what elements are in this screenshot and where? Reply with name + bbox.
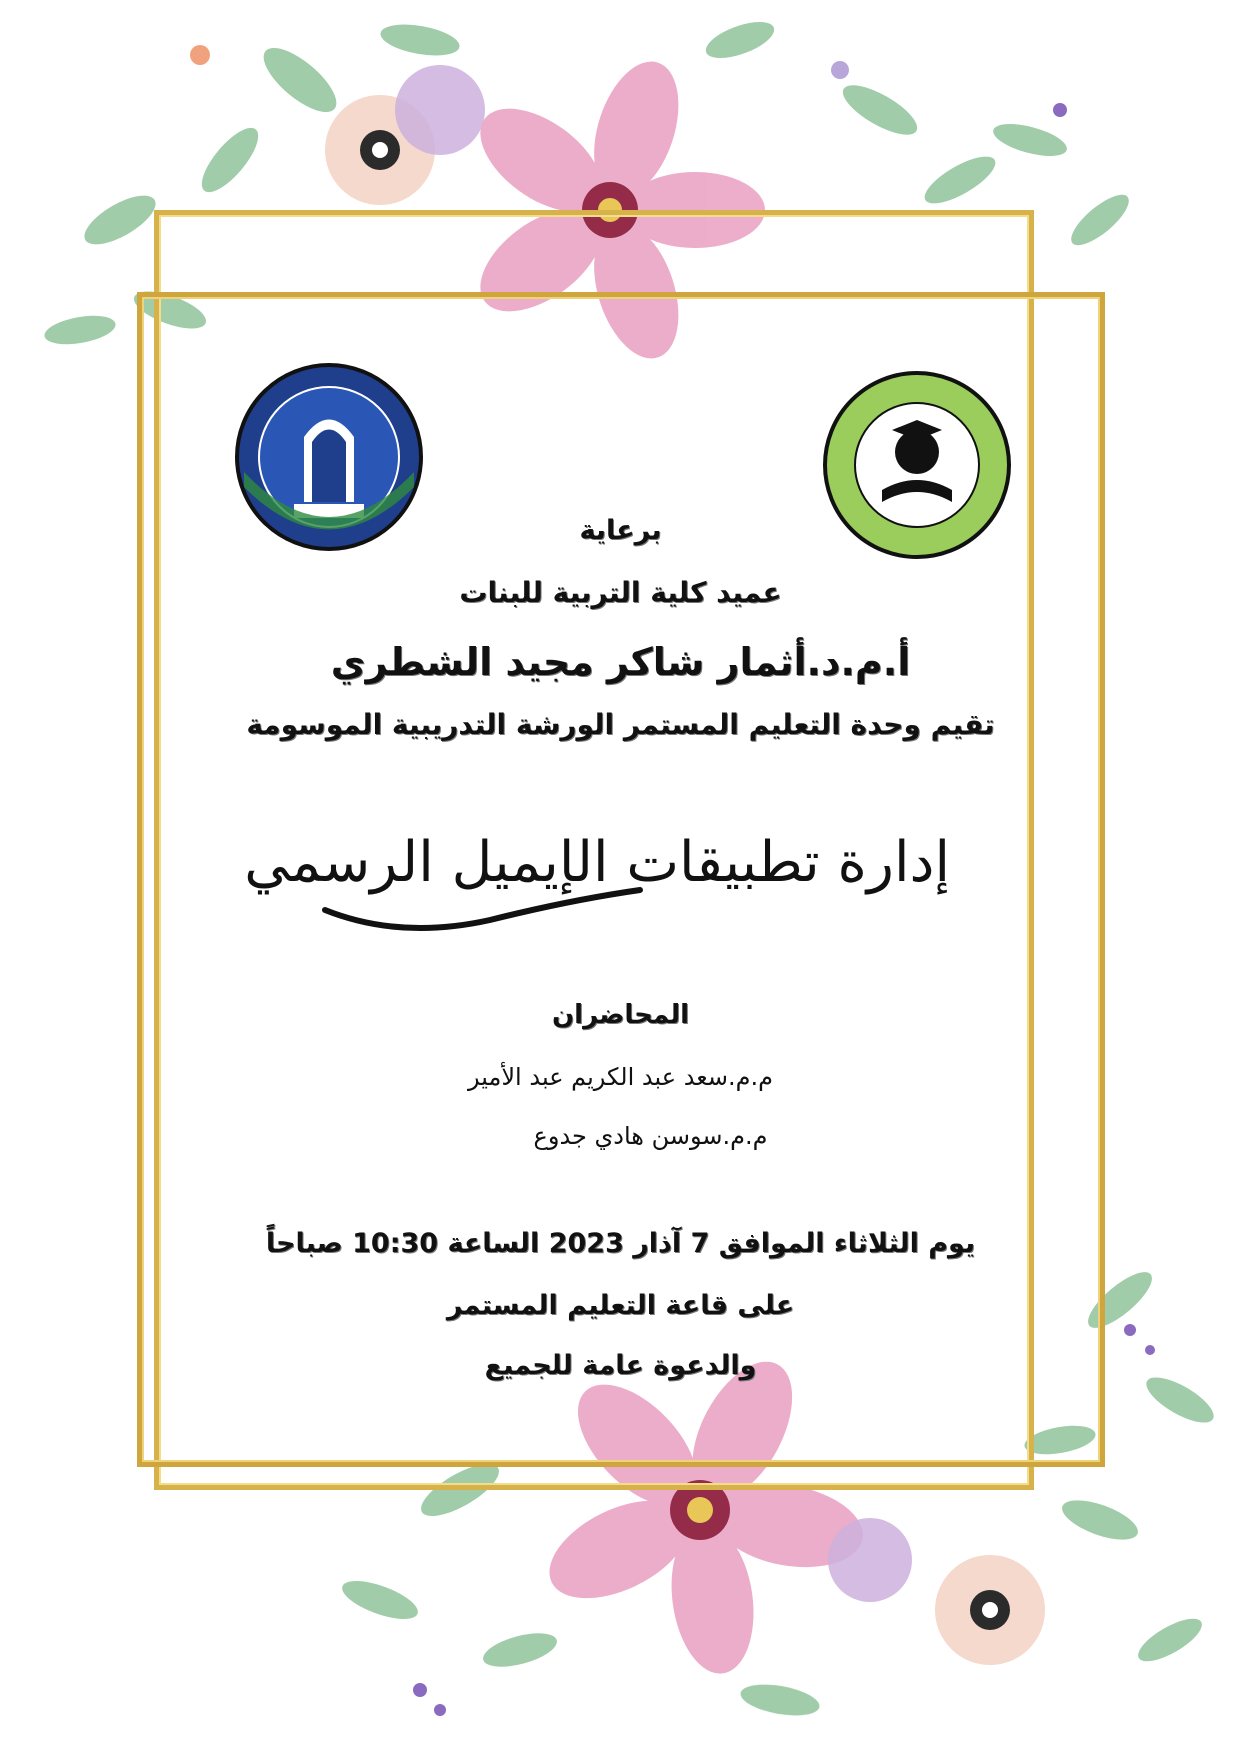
venue-line: على قاعة التعليم المستمر (446, 1290, 795, 1321)
date-time-line: يوم الثلاثاء الموافق 7 آذار 2023 الساعة 10:30 صباحاً (265, 1228, 976, 1259)
patronage-label: برعاية (579, 515, 662, 546)
dean-name: أ.م.د.أثمار شاكر مجيد الشطري (330, 640, 911, 684)
title-swash-decoration (320, 880, 650, 940)
lecturer-name: م.م.سعد عبد الكريم عبد الأمير (468, 1063, 773, 1091)
workshop-title: إدارة تطبيقات الإيميل الرسمي (244, 830, 950, 895)
lecturer-name: م.م.سوسن هادي جدوع (533, 1122, 768, 1150)
lecturers-heading: المحاضران (551, 1000, 689, 1030)
organizer-line: تقيم وحدة التعليم المستمر الورشة التدريبية الموسومة (246, 708, 995, 741)
invitation-line: والدعوة عامة للجميع (484, 1350, 757, 1381)
dean-title: عميد كلية التربية للبنات (459, 576, 782, 609)
